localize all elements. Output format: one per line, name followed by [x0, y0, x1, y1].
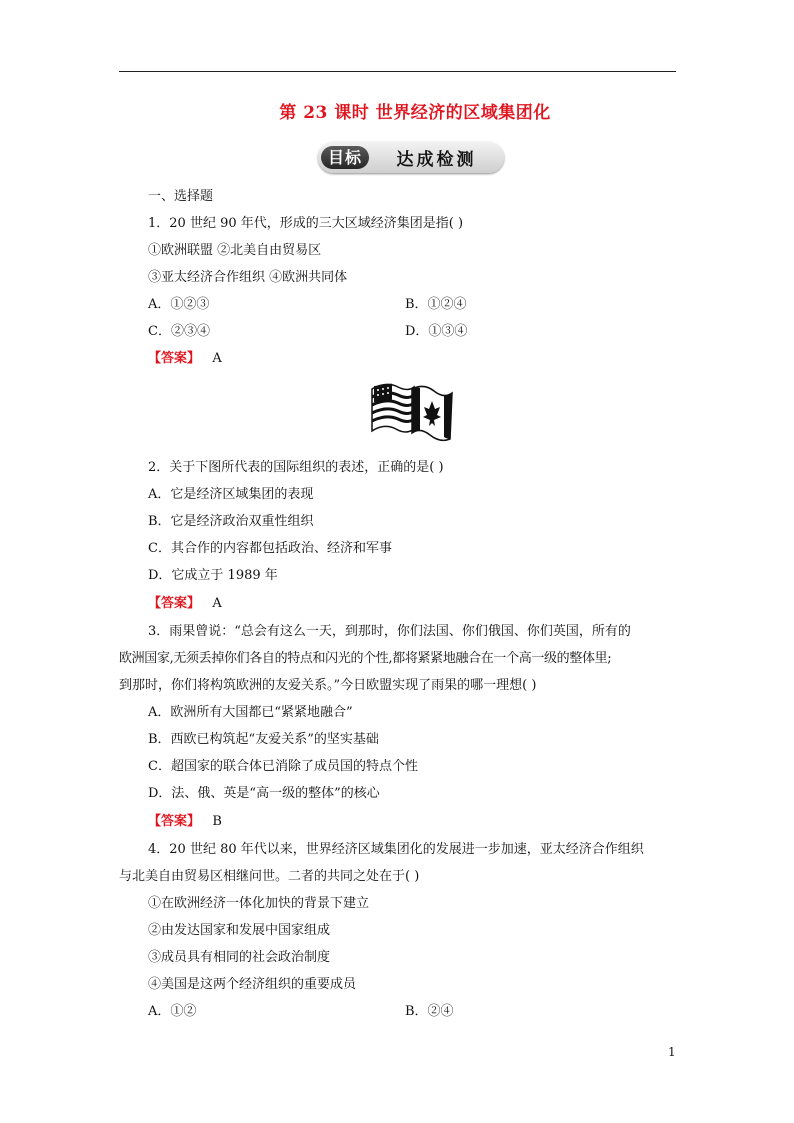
q1-answer: [148, 351, 222, 367]
section-banner: [318, 142, 504, 173]
banner-left-label: 目标: [321, 146, 369, 169]
q2-stem: 2．关于下图所代表的国际组织的表述，正确的是( ): [148, 460, 444, 475]
q1-option-d: D．①③④: [405, 324, 468, 339]
q4-item: ②由发达国家和发展中国家组成: [148, 923, 331, 938]
q4-option-b: B．②④: [405, 1004, 454, 1019]
answer-value: B: [212, 814, 222, 829]
q2-answer: [148, 596, 222, 612]
page-number: 1: [668, 1045, 676, 1059]
header-rule: [119, 71, 676, 72]
section-heading: 一、选择题: [148, 189, 214, 204]
q3-stem-line: 3．雨果曾说：“总会有这么一天，到那时，你们法国、你们俄国、你们英国，所有的: [148, 624, 631, 639]
q3-option-a: A．欧洲所有大国都已“紧紧地融合”: [148, 705, 353, 720]
q1-option-b: B．①②④: [405, 297, 467, 312]
q3-option-d: D．法、俄、英是“高一级的整体”的核心: [148, 786, 380, 801]
banner-right-label: 达成检测: [396, 150, 477, 170]
q2-option-a: A．它是经济区域集团的表现: [148, 487, 314, 502]
q2-option-d: D．它成立于 1989 年: [148, 568, 278, 583]
q3-option-b: B．西欧已构筑起“友爱关系”的坚实基础: [148, 732, 379, 747]
q4-item: ③成员具有相同的社会政治制度: [148, 950, 331, 965]
q3-stem-line: 到那时，你们将构筑欧洲的友爱关系。”今日欧盟实现了雨果的哪一理想( ): [119, 678, 537, 693]
flag-image: [368, 377, 454, 447]
q1-stem: 1．20 世纪 90 年代，形成的三大区域经济集团是指( ): [148, 216, 464, 231]
q2-option-c: C．其合作的内容都包括政治、经济和军事: [148, 541, 392, 556]
answer-label: 【答案】: [148, 596, 201, 611]
page-title: 第 23 课时 世界经济的区域集团化: [279, 103, 551, 123]
q3-option-c: C．超国家的联合体已消除了成员国的特点个性: [148, 759, 418, 774]
q1-option-c: C．②③④: [148, 324, 210, 339]
q2-option-b: B．它是经济政治双重性组织: [148, 514, 314, 529]
q4-item: ④美国是这两个经济组织的重要成员: [148, 977, 357, 992]
q4-item: ①在欧洲经济一体化加快的背景下建立: [148, 896, 370, 911]
answer-label: 【答案】: [148, 351, 201, 366]
q4-stem-line: 与北美自由贸易区相继问世。二者的共同之处在于( ): [119, 869, 420, 884]
q4-stem-line: 4．20 世纪 80 年代以来，世界经济区域集团化的发展进一步加速，亚太经济合作组织: [148, 842, 644, 857]
q3-answer: [148, 814, 222, 830]
q1-item: ③亚太经济合作组织 ④欧洲共同体: [148, 270, 348, 285]
answer-value: A: [212, 596, 222, 611]
q4-option-a: A．①②: [148, 1004, 197, 1019]
answer-label: 【答案】: [148, 814, 201, 829]
q1-item: ①欧洲联盟 ②北美自由贸易区: [148, 243, 322, 258]
q3-stem-line: 欧洲国家,无须丢掉你们各自的特点和闪光的个性,都将紧紧地融合在一个高一级的整体里;: [119, 651, 612, 666]
answer-value: A: [212, 351, 222, 366]
q1-option-a: A．①②③: [148, 297, 210, 312]
